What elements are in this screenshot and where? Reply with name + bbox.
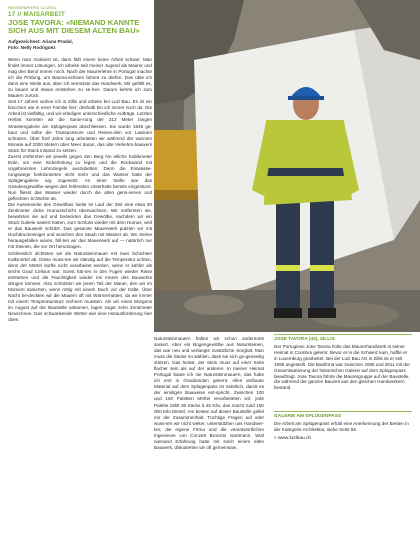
award-box-title: GALERIE AM SPLÜGENPASS [274,414,342,419]
article-paragraph: Zuerst entfernten wir jeweils gegen den Berg hin etliche Kubikmeter Erde, um eine Sickerleitung zu legen und die Rückwand mit ungebrannten Lehmziegeln auszubetten. Denn die Entwässe-rungswege funktionierten nicht mehr und das Wasser hatte der Splügengalerie arg zugesetzt. An einer Stelle war das Gesokengewölbe wegen des fehlenden Unterhalts bereits eingestürzt. Nun fliesst das Wasser wieder durch die alten geris-senen und gefleckten Schächte ab. [8,153,152,202]
award-box-text: Die Arbeit am Splügenpass erhält eine Anerkennung der Besten in der Kategorie Architektur, siehe Seite 58. [274,421,409,432]
credit-text: Aufgezeichnet: Ariana Pradal, [8,39,73,44]
photo-caption: Der Portugiese Jose Tavora holte das Maurerhandwerk in seiner Heimat in Coimbra gelernt. Bevor er in die Schweiz kam, haffte er in Luxemburg gearbeitet. Bei der Luzi Bau AG in Zillis ist er seit 1995 angestellt. Die Baufirma war zwischen 2005 und 2011 mit der Gesamtsanierung der historischen Galerie auf dem Splügenpass beauftragt. Jose Tavora führte die Maurergruppe auf der Baustelle, die während der ganzen Bauzeit aus den gleichen Handwerkern bestand. [274,344,411,391]
article-paragraph: Seit 17 Jahren wohne ich in Zillis und arbeite bei Luzi Bau. Es ist ein biscchen wie in einer Familie hier; deshalb bin ich immer noch da. Die Arbeit ist vielfältig, und wir erledigen unterschiedliche Aufträge. Letzten Herbst konnten wir die Sanie-rung der 312 Meter langen Strassengalerie am Splügenpass abschliessen. Sie wurde 1846 ge-baut und sollte die Transporteure und Reisen-den vor Lawinen schützen. Über fünf Jahre lang arbeiteten wir während der warmen Monate auf 2000 Metern über Meer daran, das alte Verkehrs-bauwerk Stück für Stück instand zu setzen. [8,99,152,153]
article-paragraph: Wenn man motiviert ist, dann fällt einem keine Arbeit schwer. Man findet immer Lösungen. Ich arbeite seit meiner Jugend als Maurer und mag den Beruf immer noch. Nach der Maurerlehre in Portugal machte ich die Prüfung, um Bauma-schinen fahren zu dürfen. Das übte ich dann eine Weile aus, aber ich vermisste das Handwerk. Mir gefällt es, zu bauen und etwas entstehen zu se-hen. Darum kehrte ich zum Mauern zurück. [8,57,152,99]
article-column-1 [8,57,152,555]
photo-caption-title: JOSE TAVORA (40), ZILLIS [274,337,335,342]
website-link[interactable]: » www.luzibau.ch [274,436,312,441]
divider [274,334,412,335]
article-paragraph: Schliesslich dichteten wir die Natursteinmauer mit zwei Schichten Kalkmörtel ab. Diese muss-ten wir ständig auf die Temperatur achten, denn der Mörtel durfte nicht verarbeitet werden, wenn er kühler als sechs Grad Celsius war. Sonst hät-ten in den Fugen wieder Risse entstehen und die Feuchtigkeit wieder ins Innere des Bauwerks dringen können. Also schützten wir jenen Teil der Mauer, den wir im Moment sanierten, wenn nötig mit einem Dach vor der Kälte. Über Nacht be-deckten wir die Mauern oft mit Wärmematten, da wir immer mit einem Temperatursturz rechnen mussten. Als wir eines Morgens im August auf der Baustelle ankamen, lagen sogar zehn Zentimeter Neuschnee. Das schwankende Wetter war eine Herausforderung hier oben. [8,250,152,323]
article-headline: JOSE TAVORA: «NIEMAND KANNTE SICH AUS MIT DIESEM ALTEN BAU» [8,18,140,36]
photo-illustration [154,0,420,332]
article-paragraph: Natursteinmauern halten wir schon andernorts saniert. Aber ein Bogengewölbe aus Natursteinen, das war neu und verlangte zusätzliche Sorgfalt. Man muss die Steine so wählen, dass sie sich ge-genseitig stützen. Das heisst, der Stein muss auf einer Seite flacher sein als auf der anderen. In meiner Heimat Portugal baute ich nie Natursteinmauern, das habe ich erst in Graubünden gelernt. Alles verbaute Material auf dem Splügenpass ist natürlich, damit es der einstigen Bauweise ent-spricht. Zwischen 100 und 150 Paletten Mörtel verarbeiteten wir; jede Palette zählt 36 Säcke à 45 Kilo, das macht rund 150 000 Kilo Mörtel. Am besten auf dieser Baustelle gefiel mir der Zusammenhalt. Tüchtige Fragen auf oder wuss-ten wir nicht weiter, unterstützten uns Handwer-ker, die eigene Firma und die verantwortlichen Ingenieure von Conzett Bronzini Gartmann. Weil niemand Erfahrung hatte mit solch einem alten Bauwerk, diskutierten wir oft gemeinsam. [154,336,264,450]
section-title: 17 // MAISARBEIT [8,11,66,18]
divider [274,411,412,412]
credit-photo: Foto: Nelly Rodriguez [8,45,56,50]
issue-kicker: HEISSPAPIERE 12/2011 [8,5,57,10]
article-column-2 [154,336,264,556]
article-paragraph: Die Aussenseite des Gewölbes hielte im Lauf der Zeit eine etwa 30 Zentimeter dicke Humusschicht überwachsen. Wir entfernten sie, bewahrten sie auf und bedeckten das Gewölbe, nachdem wir ein Stück Galerie saniert hatten, zum Schluss wieder mit dem Humus, weil er das Bauwerk schützt. Das gesamte Mauerwerk putzten wir mit Hochdruckreiniger und wuschen den Staub mit Wasser ab. Wo Steine herausgefallen waren, füll-ten wir das Mauerwerk auf — natürlich nur mit Steinen, die vor Ort herumlagen. [8,202,152,250]
portrait-photo [154,0,420,332]
article-credits [8,39,158,51]
